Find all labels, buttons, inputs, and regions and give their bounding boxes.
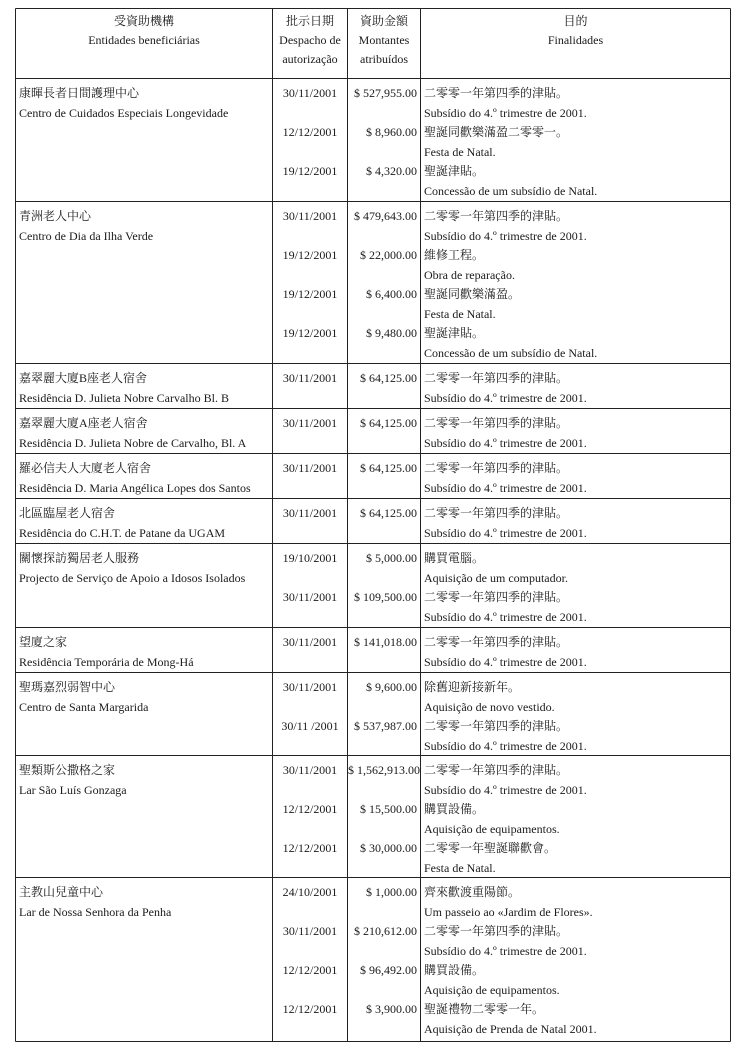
grant-date: 30/11/2001 [282,924,338,938]
grant-amount: $ 479,643.00 [354,209,417,223]
grant-purpose-pt: Subsídio do 4.º trimestre de 2001. [424,739,587,753]
grant-amount: $ 8,960.00 [366,125,417,139]
grant-amount: $ 15,500.00 [360,802,417,816]
entity-name-zh: 康暉長者日間護理中心 [19,86,140,100]
grant-purpose-zh: 除舊迎新接新年。 [424,680,521,694]
grant-purpose-pt: Festa de Natal. [424,307,496,321]
entity-name-zh: 主教山兒童中心 [19,885,104,899]
grant-purpose-zh: 二零零一年第四季的津貼。 [424,924,569,938]
entity-name-pt: Lar São Luís Gonzaga [19,783,127,797]
grant-purpose-pt: Obra de reparação. [424,268,515,282]
grant-purpose-pt: Festa de Natal. [424,145,496,159]
grant-amount: $ 64,125.00 [360,506,417,520]
grant-purpose-pt: Subsídio do 4.º trimestre de 2001. [424,655,587,669]
grant-amount: $ 109,500.00 [354,590,417,604]
grant-amount: $ 30,000.00 [360,841,417,855]
grant-amount: $ 210,612.00 [354,924,417,938]
entity-name-pt: Residência D. Julieta Nobre Carvalho Bl. B [19,391,229,405]
grant-purpose-zh: 二零零一年第四季的津貼。 [424,371,569,385]
grant-purpose-pt: Subsídio do 4.º trimestre de 2001. [424,944,587,958]
grant-date: 30/11/2001 [282,763,338,777]
grant-purpose-zh: 聖誕津貼。 [424,164,485,178]
grant-purpose-zh: 二零零一年第四季的津貼。 [424,416,569,430]
grant-purpose-zh: 聖誕同歡樂滿盈。 [424,287,521,301]
grant-amount: $ 537,987.00 [354,719,417,733]
grant-amount: $ 1,000.00 [366,885,417,899]
grant-purpose-zh: 聖誕津貼。 [424,326,485,340]
grant-purpose-zh: 維修工程。 [424,248,485,262]
grant-purpose-pt: Aquisição de equipamentos. [424,983,560,997]
grant-purpose-pt: Concessão de um subsídio de Natal. [424,184,598,198]
grant-purpose-pt: Um passeio ao «Jardim de Flores». [424,905,593,919]
grant-purpose-zh: 購買設備。 [424,802,485,816]
entity-name-zh: 青洲老人中心 [19,209,92,223]
grant-date: 30/11/2001 [282,506,338,520]
grant-amount: $ 64,125.00 [360,371,417,385]
grant-purpose-zh: 二零零一年第四季的津貼。 [424,209,569,223]
header-despacho: 批示日期 Despacho de autorização [279,14,341,66]
grant-purpose-pt: Subsídio do 4.º trimestre de 2001. [424,481,587,495]
grant-purpose-zh: 二零零一年聖誕聯歡會。 [424,841,557,855]
grant-date: 30/11/2001 [282,635,338,649]
grant-purpose-zh: 聖誕禮物二零零一年。 [424,1002,545,1016]
grant-date: 30/11/2001 [282,86,338,100]
entity-name-pt: Centro de Santa Margarida [19,700,149,714]
grant-purpose-pt: Aquisição de equipamentos. [424,822,560,836]
entity-name-pt: Residência D. Julieta Nobre de Carvalho, Bl. A [19,436,247,450]
entity-name-pt: Residência D. Maria Angélica Lopes dos Santos [19,481,251,495]
grant-date: 19/12/2001 [282,326,338,340]
entity-name-pt: Lar de Nossa Senhora da Penha [19,905,172,919]
entity-name-pt: Centro de Dia da Ilha Verde [19,229,154,243]
grant-purpose-zh: 齊來歡渡重陽節。 [424,885,521,899]
grant-amount: $ 3,900.00 [366,1002,417,1016]
grant-amount: $ 1,562,913.00 [348,763,420,777]
entity-name-zh: 聖類斯公撒格之家 [19,763,116,777]
grant-date: 30/11 /2001 [281,719,339,733]
grant-purpose-pt: Subsídio do 4.º trimestre de 2001. [424,783,587,797]
grant-purpose-zh: 二零零一年第四季的津貼。 [424,590,569,604]
grant-date: 12/12/2001 [282,802,338,816]
grant-purpose-zh: 二零零一年第四季的津貼。 [424,506,569,520]
header-finalidades: 目的 Finalidades [547,14,604,47]
grant-date: 30/11/2001 [282,209,338,223]
entity-name-zh: 聖瑪嘉烈弱智中心 [19,680,116,694]
grant-date: 12/12/2001 [282,125,338,139]
grant-amount: $ 22,000.00 [360,248,417,262]
grant-purpose-pt: Subsídio do 4.º trimestre de 2001. [424,229,587,243]
entity-name-zh: 羅必信夫人大廈老人宿舍 [19,461,152,475]
header-entidades: 受資助機構 Entidades beneficiárias [88,14,200,47]
grant-purpose-zh: 二零零一年第四季的津貼。 [424,635,569,649]
grant-amount: $ 64,125.00 [360,416,417,430]
entity-name-zh: 嘉翠麗大廈B座老人宿舍 [19,371,148,385]
entity-name-zh: 關懷探訪獨居老人服務 [19,551,140,565]
grant-purpose-pt: Concessão de um subsídio de Natal. [424,346,598,360]
grant-date: 12/12/2001 [282,963,338,977]
grant-amount: $ 5,000.00 [366,551,417,565]
grant-amount: $ 64,125.00 [360,461,417,475]
grant-date: 30/11/2001 [282,371,338,385]
grant-purpose-pt: Subsídio do 4.º trimestre de 2001. [424,610,587,624]
grant-purpose-zh: 二零零一年第四季的津貼。 [424,763,569,777]
grant-purpose-pt: Festa de Natal. [424,861,496,875]
grant-purpose-pt: Aquisição de Prenda de Natal 2001. [424,1022,597,1036]
grant-amount: $ 4,320.00 [366,164,417,178]
grant-purpose-zh: 聖誕同歡樂滿盈二零零一。 [424,125,569,139]
grant-purpose-pt: Subsídio do 4.º trimestre de 2001. [424,391,587,405]
grant-purpose-zh: 二零零一年第四季的津貼。 [424,719,569,733]
grant-date: 12/12/2001 [282,1002,338,1016]
grant-purpose-zh: 二零零一年第四季的津貼。 [424,86,569,100]
grant-amount: $ 141,018.00 [354,635,417,649]
grant-amount: $ 9,600.00 [366,680,417,694]
entity-name-zh: 北區臨屋老人宿舍 [19,506,116,520]
grant-purpose-pt: Subsídio do 4.º trimestre de 2001. [424,526,587,540]
header-montantes: 資助金額 Montantes atribuídos [358,14,410,66]
grant-date: 19/12/2001 [282,248,338,262]
grant-date: 30/11/2001 [282,590,338,604]
grant-purpose-pt: Aquisição de um computador. [424,571,568,585]
grant-amount: $ 6,400.00 [366,287,417,301]
grant-purpose-zh: 購買設備。 [424,963,485,977]
grant-amount: $ 527,955.00 [354,86,417,100]
grant-date: 19/10/2001 [282,551,338,565]
entity-name-pt: Projecto de Serviço de Apoio a Idosos Isolados [19,571,246,585]
grant-amount: $ 9,480.00 [366,326,417,340]
grant-date: 19/12/2001 [282,287,338,301]
grant-date: 12/12/2001 [282,841,338,855]
grant-date: 30/11/2001 [282,680,338,694]
grant-date: 30/11/2001 [282,416,338,430]
entity-name-zh: 嘉翠麗大廈A座老人宿舍 [19,416,148,430]
grant-purpose-pt: Subsídio do 4.º trimestre de 2001. [424,106,587,120]
grant-purpose-pt: Aquisição de novo vestido. [424,700,555,714]
entity-name-pt: Centro de Cuidados Especiais Longevidade [19,106,229,120]
entity-name-pt: Residência do C.H.T. de Patane da UGAM [19,526,226,540]
grant-purpose-zh: 購買電腦。 [424,551,485,565]
grant-date: 30/11/2001 [282,461,338,475]
grant-amount: $ 96,492.00 [360,963,417,977]
entity-name-zh: 望廈之家 [19,635,68,649]
grant-date: 24/10/2001 [282,885,338,899]
entity-name-pt: Residência Temporária de Mong-Há [19,655,194,669]
grant-date: 19/12/2001 [282,164,338,178]
grant-purpose-pt: Subsídio do 4.º trimestre de 2001. [424,436,587,450]
grant-purpose-zh: 二零零一年第四季的津貼。 [424,461,569,475]
